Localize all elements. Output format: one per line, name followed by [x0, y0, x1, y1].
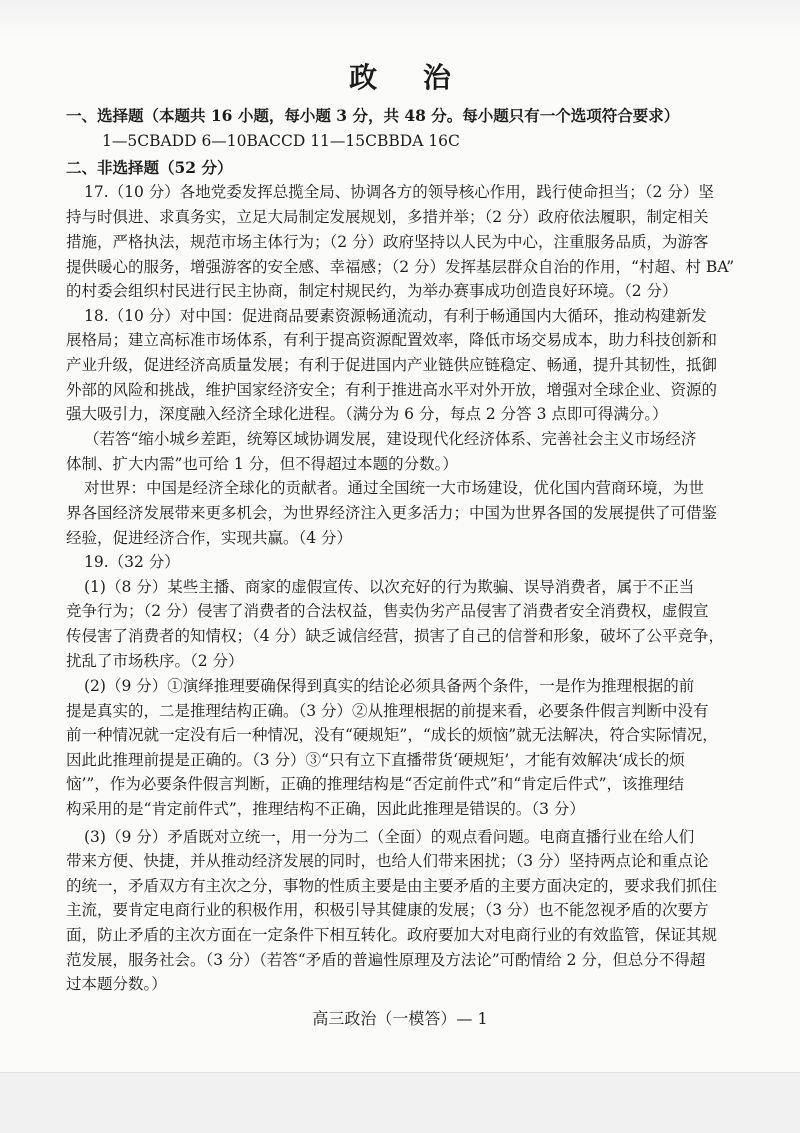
- text-line: (3)（9 分）矛盾既对立统一，用一分为二（全面）的观点看问题。电商直播行业在给人们: [84, 828, 695, 846]
- paper-bottom-edge: [0, 1072, 800, 1133]
- text-line: 扰乱了市场秩序。（2 分）: [66, 652, 244, 670]
- text-line: 提供暖心的服务，增强游客的安全感、幸福感；（2 分）发挥基层群众自治的作用，“村超、村 BA”: [66, 258, 735, 276]
- text-line: (2)（9 分）①演绎推理要确保得到真实的结论必须具备两个条件，一是作为推理根据的前: [84, 677, 695, 695]
- text-line: 的村委会组织村民进行民主协商，制定村规民约，为举办赛事成功创造良好环境。（2 分）: [66, 282, 678, 300]
- text-line: （若答“缩小城乡差距，统筹区域协调发展，建设现代化经济体系、完善社会主义市场经济: [84, 430, 697, 448]
- text-line: 的统一，矛盾双方有主次之分，事物的性质主要是由主要矛盾的主要方面决定的，要求我们抓住: [66, 877, 718, 895]
- text-line: 主流，要肯定电商行业的积极作用，积极引导其健康的发展；（3 分）也不能忽视矛盾的次要方: [66, 901, 709, 919]
- text-line: 竞争行为；（2 分）侵害了消费者的合法权益，售卖伪劣产品侵害了消费者安全消费权，虚假宣: [66, 602, 709, 620]
- section1-heading: 一、选择题（本题共 16 小题，每小题 3 分，共 48 分。每小题只有一个选项符合要求）: [66, 106, 680, 125]
- section2-heading: 二、非选择题（52 分）: [66, 158, 233, 177]
- text-line: 强大吸引力，深度融入经济全球化进程。（满分为 6 分，每点 2 分答 3 点即可得满分。）: [66, 405, 668, 423]
- text-line: 19.（32 分）: [84, 553, 180, 571]
- text-line: 因此此推理前提是正确的。（3 分）③“只有立下直播带货‘硬规矩’，才能有效解决‘成长的烦: [66, 751, 685, 769]
- page-title: 政 治: [349, 61, 469, 94]
- text-line: 对世界：中国是经济全球化的贡献者。通过全国统一大市场建设，优化国内营商环境，为世: [84, 479, 705, 497]
- text-line: 持与时俱进、求真务实，立足大局制定发展规划，多措并举；（2 分）政府依法履职，制定相关: [66, 208, 709, 226]
- text-line: 经验，促进经济合作，实现共赢。（4 分）: [66, 529, 353, 547]
- text-line: 提是真实的，二是推理结构正确。（3 分）②从推理根据的前提来看，必要条件假言判断中没有: [66, 702, 709, 720]
- text-line: 产业升级，促进经济高质量发展；有利于促进国内产业链供应链稳定、畅通，提升其韧性，抵御: [66, 356, 718, 374]
- text-line: 界各国经济发展带来更多机会，为世界经济注入更多活力；中国为世界各国的发展提供了可借鉴: [66, 504, 718, 522]
- text-line: 带来方便、快捷，并从推动经济发展的同时，也给人们带来困扰；（3 分）坚持两点论和重点论: [66, 852, 709, 870]
- text-line: 展格局；建立高标准市场体系，有利于提高资源配置效率，降低市场交易成本，助力科技创新和: [66, 331, 718, 349]
- text-line: 18.（10 分）对中国：促进商品要素资源畅通流动，有利于畅通国内大循环，推动构建新发: [84, 307, 707, 325]
- text-line: 构采用的是“肯定前件式”，推理结构不正确，因此此推理是错误的。（3 分）: [66, 800, 585, 818]
- text-line: 外部的风险和挑战，维护国家经济安全；有利于推进高水平对外开放，增强对全球企业、资源的: [66, 381, 718, 399]
- section1-answers: 1—5CBADD 6—10BACCD 11—15CBBDA 16C: [102, 132, 460, 150]
- text-line: 措施，严格执法，规范市场主体行为；（2 分）政府坚持以人民为中心，注重服务品质，为游客: [66, 233, 709, 251]
- text-line: 体制、扩大内需”也可给 1 分，但不得超过本题的分数。）: [66, 455, 458, 473]
- paper-top-edge: [0, 0, 800, 40]
- text-line: 面，防止矛盾的主次方面在一定条件下相互转化。政府要加大对电商行业的有效监管，保证其规: [66, 926, 718, 944]
- text-line: 传侵害了消费者的知情权；（4 分）缺乏诚信经营，损害了自己的信誉和形象，破坏了公平竞争，: [66, 627, 725, 645]
- text-line: 范发展，服务社会。（3 分）（若答“矛盾的普遍性原理及方法论”可酌情给 2 分，但总分不得超: [66, 951, 706, 969]
- text-line: 前一种情况就一定没有后一种情况，没有“硬规矩”，“成长的烦恼”就无法解决，符合实际情况，: [66, 726, 718, 744]
- text-line: (1)（8 分）某些主播、商家的虚假宣传、以次充好的行为欺骗、误导消费者，属于不正当: [84, 578, 695, 596]
- page-footer: 高三政治（一模答）— 1: [312, 1009, 488, 1028]
- text-line: 过本题分数。）: [66, 975, 167, 993]
- text-line: 17.（10 分）各地党委发挥总揽全局、协调各方的领导核心作用，践行使命担当；（2 分）坚: [84, 183, 714, 201]
- text-line: 恼’”，作为必要条件假言判断，正确的推理结构是“否定前件式”和“肯定后件式”，该推理结: [66, 775, 685, 793]
